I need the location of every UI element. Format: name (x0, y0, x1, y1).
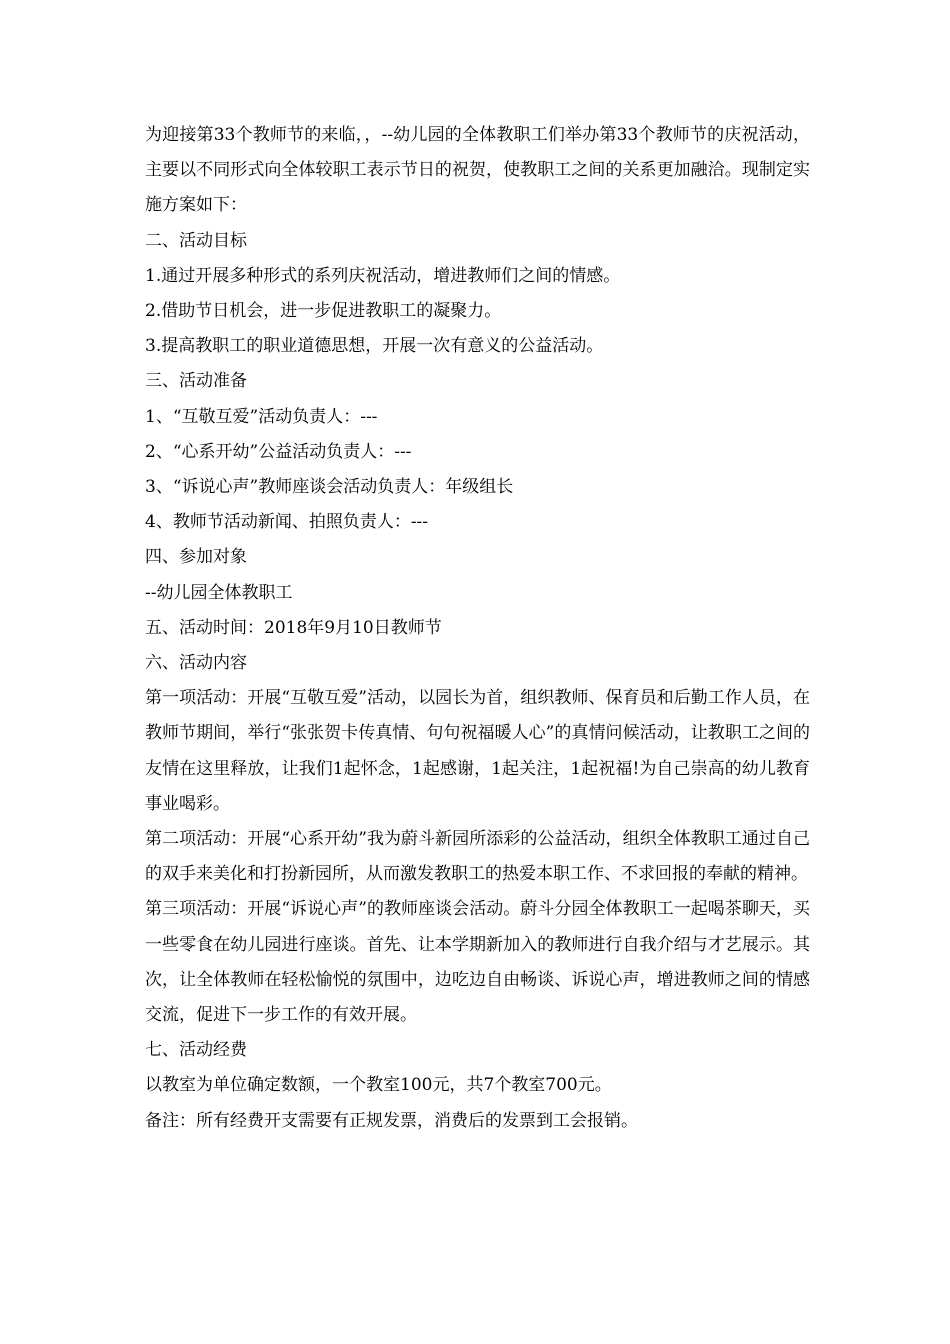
activity-1-paragraph: 第一项活动：开展“互敬互爱”活动，以园长为首，组织教师、保育员和后勤工作人员，在教师节期间，举行“张张贺卡传真情、句句祝福暖人心”的真情问候活动，让教职工之间的友情在这里释放，让我们1起怀念，1起感谢，1起关注，1起祝福!为自己崇高的幼儿教育事业喝彩。 (145, 688, 810, 814)
intro-paragraph: 为迎接第33个教师节的来临，，--幼儿园的全体教职工们举办第33个教师节的庆祝活动，主要以不同形式向全体较职工表示节日的祝贺，使教职工之间的关系更加融洽。现制定实施方案如下： (145, 125, 810, 216)
section-heading-goals: 二、活动目标 (145, 230, 247, 251)
preparation-item-1: 1、“互敬互爱”活动负责人：--- (145, 406, 378, 427)
activity-2-paragraph: 第二项活动：开展“心系开幼”我为蔚斗新园所添彩的公益活动，组织全体教职工通过自己的双手来美化和打扮新园所，从而激发教职工的热爱本职工作、不求回报的奉献的精神。 (145, 829, 810, 885)
section-heading-participants: 四、参加对象 (145, 547, 247, 568)
preparation-item-3: 3、“诉说心声”教师座谈会活动负责人：年级组长 (145, 477, 514, 498)
budget-text: 以教室为单位确定数额，一个教室100元，共7个教室700元。 (145, 1075, 612, 1096)
section-heading-time: 五、活动时间：2018年9月10日教师节 (145, 617, 442, 638)
activity-3-paragraph: 第三项活动：开展“诉说心声”的教师座谈会活动。蔚斗分园全体教职工一起喝茶聊天，买一些零食在幼儿园进行座谈。首先、让本学期新加入的教师进行自我介绍与才艺展示。其次，让全体教师在轻松愉悦的氛围中，边吃边自由畅谈、诉说心声，增进教师之间的情感交流，促进下一步工作的有效开展。 (145, 899, 810, 1026)
preparation-item-2: 2、“心系开幼”公益活动负责人：--- (145, 441, 412, 462)
section-heading-preparation: 三、活动准备 (145, 371, 247, 392)
goal-item-3: 3.提高教职工的职业道德思想，开展一次有意义的公益活动。 (145, 336, 604, 357)
goal-item-2: 2.借助节日机会，进一步促进教职工的凝聚力。 (145, 301, 502, 322)
preparation-item-4: 4、教师节活动新闻、拍照负责人：--- (145, 512, 429, 533)
section-heading-content: 六、活动内容 (145, 653, 247, 674)
note-text: 备注：所有经费开支需要有正规发票，消费后的发票到工会报销。 (145, 1110, 638, 1131)
participants-text: --幼儿园全体教职工 (145, 582, 293, 603)
goal-item-1: 1.通过开展多种形式的系列庆祝活动，增进教师们之间的情感。 (145, 265, 621, 286)
section-heading-budget: 七、活动经费 (145, 1040, 247, 1061)
document-body (145, 118, 810, 1139)
